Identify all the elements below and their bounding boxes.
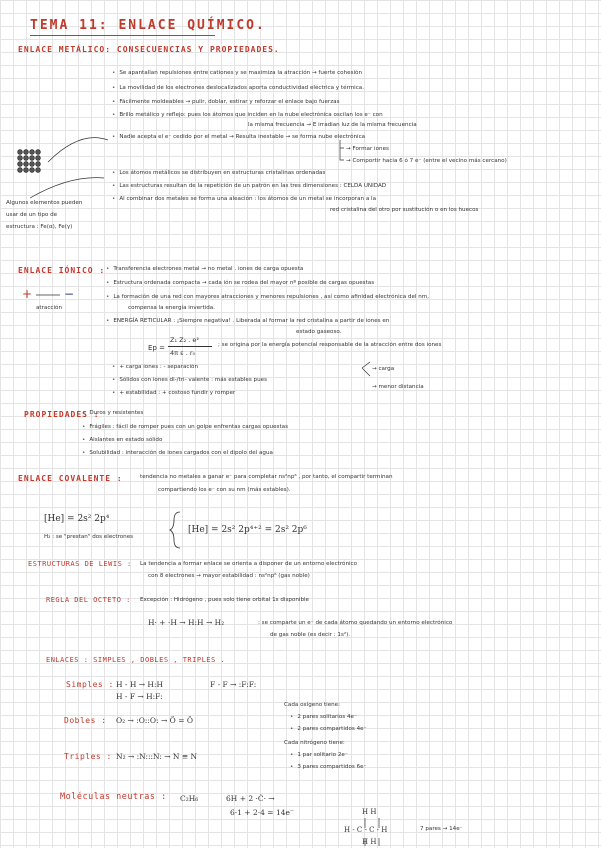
metal-branch: → Formar iones — [346, 146, 389, 152]
property-item: • Aislantes en estado sólido — [82, 437, 162, 443]
side-note-arrow — [30, 178, 104, 198]
formula-explanation: ; se origina por la energía potencial responsable de la atracción entre dos iones — [218, 342, 442, 348]
metal-bullet-cont: la misma frecuencia → E irradian luz de la misma frecuencia — [248, 122, 417, 128]
metal-bullet: • Nadie acepta el e⁻ cedido por el metal → Resulta inestable → se forma nube electrónica — [112, 134, 365, 140]
molecule-label: Moléculas neutras : — [60, 792, 167, 802]
ionic-branch: → menor distancia — [372, 384, 424, 390]
ionic-bullet: • Transferencia electrones metal → no metal . iones de carga opuesta — [106, 266, 303, 272]
molecule-pairs: 7 pares → 14e⁻ — [420, 826, 463, 832]
metal-bullet: • Al combinar dos metales se forma una aleación : los átomos de un metal se incorporan a la — [112, 196, 376, 202]
metal-bullet: • La movilidad de los electrones deslocalizados aporta conductividad eléctrica y térmica. — [112, 85, 364, 91]
metal-bullet: • Fácilmente moldeables → pulir, doblar, estirar y reforzar el enlace bajo fuerzas — [112, 99, 340, 105]
attraction-label: atracción — [36, 305, 63, 311]
lattice-arrow — [48, 138, 108, 162]
ethane-structure: H H — [362, 838, 377, 846]
octet-heading: REGLA DEL OCTETO : — [46, 596, 131, 604]
metal-bullet-cont: red cristalina del otro por sustitución o en los huecos — [330, 207, 479, 213]
oxygen-note: • 2 pares compartidos 4e⁻ — [290, 726, 367, 732]
formula-lhs: Ep = — [148, 344, 165, 352]
nitrogen-note: Cada nitrógeno tiene: — [284, 740, 345, 746]
ionic-bullet: • Estructura ordenada compacta → cada ión se rodea del mayor nº posible de cargas opuestas — [106, 280, 374, 286]
octet-text: Excepción : Hidrógeno , pues solo tiene orbital 1s disponible — [140, 597, 310, 603]
formula-numerator: Z₁ Z₂ . e² — [170, 336, 199, 344]
metal-bullet: • Brillo metálico y reflejo: pues los átomos que inciden en la nube electrónica oscilan los e⁻ con — [112, 112, 383, 118]
svg-text:+: + — [22, 287, 33, 301]
nitrogen-note: • 3 pares compartidos 6e⁻ — [290, 764, 367, 770]
metal-bullet: • Las estructuras resultan de la repetición de un patrón en las tres dimensiones : CELDA UNIDAD — [112, 183, 386, 189]
property-item: • Frágiles : fácil de romper pues con un golpe enfrentas cargas opuestas — [82, 424, 288, 430]
simple-eq: H - F → H:F: — [116, 692, 163, 701]
covalent-text: tendencia no metales a ganar e⁻ para completar ns²np⁶ , por tanto, el compartir terminan — [140, 474, 393, 480]
he-brace — [170, 512, 180, 548]
oxygen-note: Cada oxígeno tiene: — [284, 702, 341, 708]
ion-charges-drawing — [22, 287, 74, 301]
nitrogen-note: • 1 par solitario 2e⁻ — [290, 752, 348, 758]
lewis-heading: ESTRUCTURAS DE LEWIS : — [28, 560, 132, 568]
ionic-bullet: • + estabilidad : + costoso fundir y romper — [112, 390, 235, 396]
ionic-branch: → carga — [372, 366, 395, 372]
formula-denominator: 4π ε . r₀ — [170, 349, 196, 357]
ionic-bullet-cont: estado gaseoso. — [296, 329, 342, 335]
lewis-text: con 8 electrones → mayor estabilidad : ns²np⁶ (gas noble) — [148, 573, 310, 579]
ionic-bullet: • Sólidos con iones di-/tri- valente : más estables pues — [112, 377, 267, 383]
molecule-eq: 6·1 + 2·4 = 14e⁻ — [230, 808, 294, 817]
simple-eq: F - F → :F:F: — [210, 680, 257, 689]
ethane-structure: H - C - C - H — [344, 826, 388, 834]
metal-side-note: estructura : Fe(α), Fe(γ) — [6, 224, 73, 230]
h2-note: H₂ : se "prestan" dos electrones — [44, 534, 134, 540]
metal-bullet: • Se apantallan repulsiones entre cationes y se maximiza la atracción → fuerte cohesión — [112, 70, 362, 76]
metal-bullet: • Los átomos metálicos se distribuyen en estructuras cristalinas ordenadas — [112, 170, 325, 176]
triple-eq: N₂ → :N:::N: → N ≡ N — [116, 752, 198, 761]
ethane-structure: H H — [362, 808, 377, 816]
ionic-bullet: • ENERGÍA RETICULAR : ¡Siempre negativa! . Liberada al formar la red cristalina a partir de iones en — [106, 318, 389, 324]
metal-heading: ENLACE METÁLICO: CONSECUENCIAS Y PROPIEDADES. — [18, 45, 280, 54]
octet-text: : se comparte un e⁻ de cada átomo quedando un entorno electrónico — [258, 620, 453, 626]
ionic-brace — [362, 362, 370, 376]
he-config: [He] = 2s² 2p⁴ — [44, 514, 110, 524]
metal-side-note: Algunos elementos pueden — [6, 200, 83, 206]
formula-fraction-bar — [168, 346, 212, 347]
molecule-formula: C₂H₆ — [180, 794, 199, 803]
ionic-bullet: • La formación de una red con mayores atracciones y menores repulsiones , así como afinidad electrónica del nm, — [106, 294, 429, 300]
metal-side-note: usar de un tipo de — [6, 212, 58, 218]
properties-heading: PROPIEDADES : — [24, 410, 100, 419]
simple-label: Simples : — [66, 680, 114, 689]
covalent-text: compartiendo los e⁻ con su nm (más estables). — [158, 487, 291, 493]
bonds-heading: ENLACES : SIMPLES , DOBLES , TRIPLES . — [46, 656, 226, 664]
he-config-2: [He] = 2s² 2p⁴⁺² = 2s² 2p⁶ — [188, 525, 307, 535]
octet-text: de gas noble (es decir : 1s²). — [270, 632, 351, 638]
ionic-bullet: • + carga iones : - separación — [112, 364, 198, 370]
oxygen-note: • 2 pares solitarios 4e⁻ — [290, 714, 357, 720]
property-item: • Solubilidad : interacción de iones cargados con el dipolo del agua — [82, 450, 273, 456]
metal-branch: → Comportir hacia 6 ó 7 e⁻ (entre el vecino más cercano) — [346, 158, 507, 164]
branch-bracket — [340, 140, 344, 160]
molecule-eq: 6H + 2 ·Ċ· → — [226, 794, 275, 803]
covalent-heading: ENLACE COVALENTE : — [18, 474, 123, 483]
double-label: Dobles : — [64, 716, 107, 725]
triple-label: Triples : — [64, 752, 112, 761]
octet-equation: H· + ·H → H:H → H₂ — [148, 618, 225, 627]
ionic-bullet-cont: compensa la energía invertida. — [128, 305, 215, 311]
simple-eq: H - H → H:H — [116, 680, 164, 689]
svg-text:−: − — [64, 287, 75, 301]
page-title: TEMA 11: ENLACE QUÍMICO. — [30, 18, 266, 33]
double-eq: O₂ → :O::O: → Ö = Ö — [116, 716, 194, 725]
property-item: • Duros y resistentes — [82, 410, 143, 416]
lewis-text: La tendencia a formar enlace se orienta a disponer de un entorno electrónico — [140, 561, 358, 567]
ionic-heading: ENLACE IÓNICO : — [18, 266, 106, 275]
metal-lattice-drawing — [18, 150, 41, 173]
